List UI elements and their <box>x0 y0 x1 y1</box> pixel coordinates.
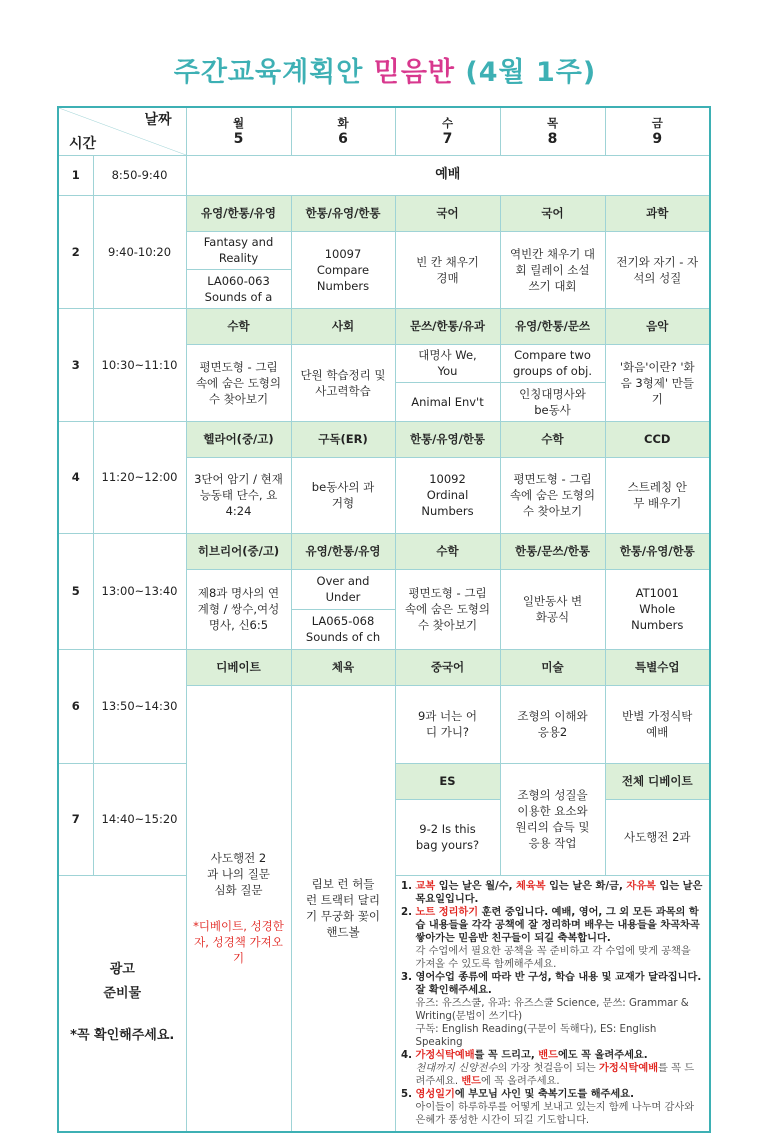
subject-cell: 유영/한통/유영 <box>186 195 291 231</box>
day-wed: 수 7 <box>395 107 500 155</box>
subject-cell: 전체 디베이트 <box>605 763 710 799</box>
day-thu: 목 8 <box>500 107 605 155</box>
content-cell: 단원 학습정리 및 사고력학습 <box>291 344 395 421</box>
notice-item: 4. 가정식탁예배를 꼭 드리고, 밴드에도 꼭 올려주세요. 천대까지 신앙전수의 가장 첫걸음이 되는 가정식탁예배를 꼭 드려주세요. 밴드에 꼭 올려주세요. <box>416 1049 704 1088</box>
period-time: 11:20~12:00 <box>93 421 186 533</box>
content-part: 대명사 We, You <box>418 348 477 378</box>
subject-cell: 디베이트 <box>186 649 291 685</box>
day-tue: 화 6 <box>291 107 395 155</box>
day-fri: 금 9 <box>605 107 710 155</box>
content-cell: 3단어 암기 / 현재 능동태 단수, 요4:24 <box>186 457 291 533</box>
notice-label <box>58 875 186 1132</box>
period-number: 7 <box>58 763 93 875</box>
content-cell <box>500 344 605 421</box>
period-3-subject-row <box>58 308 710 344</box>
subject-cell: 구독(ER) <box>291 421 395 457</box>
period-time: 13:00~13:40 <box>93 533 186 649</box>
period-time: 13:50~14:30 <box>93 649 186 763</box>
subject-cell: 한통/유영/한통 <box>605 533 710 569</box>
content-part: LA060-063 Sounds of a <box>187 269 291 308</box>
content-cell: '화음'이란? '화음 3형제' 만들기 <box>605 344 710 421</box>
period-time: 9:40-10:20 <box>93 195 186 308</box>
subject-cell: 한통/문쓰/한통 <box>500 533 605 569</box>
subject-cell: 국어 <box>500 195 605 231</box>
period-number: 1 <box>58 155 93 195</box>
title-class: 믿음반 <box>373 57 455 88</box>
notice-label-check: *꼭 확인해주세요. <box>70 1028 175 1043</box>
content-cell: 빈 칸 채우기 경매 <box>395 231 500 308</box>
subject-cell: 국어 <box>395 195 500 231</box>
notice-item: 5. 영성일기에 부모님 사인 및 축복기도를 해주세요. 아이들이 하루하루를 어떻게 보내고 있는지 함께 나누며 감사와 은혜가 풍성한 시간이 되길 기도합니다. <box>416 1088 704 1127</box>
content-cell: 반별 가정식탁예배 <box>605 685 710 763</box>
content-part: Animal Env't <box>396 382 500 421</box>
period-1-row <box>58 155 710 195</box>
period-time: 10:30~11:10 <box>93 308 186 421</box>
subject-cell: ES <box>395 763 500 799</box>
content-cell: be동사의 과거형 <box>291 457 395 533</box>
date-label: 날짜 <box>144 112 172 128</box>
content-part: 인칭대명사와 be동사 <box>501 382 605 421</box>
title-main: 주간교육계획안 <box>173 57 364 88</box>
notice-content <box>395 875 710 1132</box>
subject-cell: 수학 <box>186 308 291 344</box>
subject-cell: 미술 <box>500 649 605 685</box>
subject-cell: 문쓰/한통/유과 <box>395 308 500 344</box>
notice-label-supplies: 준비물 <box>103 986 142 1001</box>
subject-cell: 유영/한통/문쓰 <box>500 308 605 344</box>
content-cell: 평면도형 - 그림 속에 숨은 도형의 수 찾아보기 <box>395 569 500 649</box>
content-cell: 10097 Compare Numbers <box>291 231 395 308</box>
notice-item: 3. 영어수업 종류에 따라 반 구성, 학습 내용 및 교재가 달라집니다. 잘 확인해주세요. 유즈: 유즈스쿨, 유과: 유즈스쿨 Science, 문쓰: Grammar & Writing(문법이 쓰기다) 구독: English Reading(구문이 독해다), ES: English Speaking <box>416 971 704 1049</box>
period-number: 5 <box>58 533 93 649</box>
title-week: (4월 1주) <box>465 57 597 88</box>
content-part: Fantasy and Reality <box>203 235 274 265</box>
debate-text: 사도행전 2과 나의 질문 심화 질문 <box>207 851 270 897</box>
content-cell: 10092 Ordinal Numbers <box>395 457 500 533</box>
subject-cell: 중국어 <box>395 649 500 685</box>
date-time-header <box>58 107 186 155</box>
subject-cell: 수학 <box>500 421 605 457</box>
debate-note: *디베이트, 성경한자, 성경책 가져오기 <box>193 919 284 965</box>
day-mon: 월 5 <box>186 107 291 155</box>
subject-cell: CCD <box>605 421 710 457</box>
content-cell: 9-2 Is this bag yours? <box>395 799 500 875</box>
worship-cell: 예배 <box>186 155 710 195</box>
notice-item: 1. 교복 입는 날은 월/수, 체육복 입는 날은 화/금, 자유복 입는 날은 목요일입니다. <box>416 880 704 906</box>
period-number: 2 <box>58 195 93 308</box>
subject-cell: 과학 <box>605 195 710 231</box>
schedule-table <box>57 106 711 1133</box>
content-cell: 림보 런 허들 런 트랙터 달리기 무궁화 꽃이 핸드볼 <box>291 685 395 1132</box>
content-cell: AT1001 Whole Numbers <box>605 569 710 649</box>
header-row <box>58 107 710 155</box>
content-cell: 조형의 이해와 응용2 <box>500 685 605 763</box>
content-cell <box>186 685 291 1132</box>
period-time: 8:50-9:40 <box>93 155 186 195</box>
subject-cell: 히브리어(중/고) <box>186 533 291 569</box>
content-cell: 역빈칸 채우기 대회 릴레이 소설 쓰기 대회 <box>500 231 605 308</box>
subject-cell: 수학 <box>395 533 500 569</box>
period-4-subject-row <box>58 421 710 457</box>
content-cell: 스트레칭 안무 배우기 <box>605 457 710 533</box>
content-part: Compare two groups of obj. <box>513 348 592 378</box>
content-cell: 사도행전 2과 <box>605 799 710 875</box>
period-time: 14:40~15:20 <box>93 763 186 875</box>
time-label: 시간 <box>69 135 97 152</box>
subject-cell: 헬라어(중/고) <box>186 421 291 457</box>
content-cell: 제8과 명사의 연계형 / 쌍수,여성명사, 신6:5 <box>186 569 291 649</box>
content-cell <box>186 231 291 308</box>
subject-cell: 한통/유영/한통 <box>291 195 395 231</box>
content-cell: 조형의 성질을 이용한 요소와 원리의 습득 및 응용 작업 <box>500 763 605 875</box>
period-number: 6 <box>58 649 93 763</box>
content-cell <box>395 344 500 421</box>
page-title <box>0 50 770 89</box>
content-part: Over and Under <box>316 574 370 604</box>
subject-cell: 사회 <box>291 308 395 344</box>
subject-cell: 특별수업 <box>605 649 710 685</box>
period-6-subject-row <box>58 649 710 685</box>
period-number: 4 <box>58 421 93 533</box>
content-cell: 일반동사 변화공식 <box>500 569 605 649</box>
notice-item: 2. 노트 정리하기 훈련 중입니다. 예배, 영어, 그 외 모든 과목의 학습 내용들을 각각 공책에 잘 정리하며 배우는 내용들을 차곡차곡 쌓아가는 믿음반 친구들이 되길 축복합니다. 각 수업에서 필요한 공책을 꼭 준비하고 각 수업에 맞게 공책을 가져올 수 있도록 함께해주세요. <box>416 906 704 971</box>
notice-label-ad: 광고 <box>109 962 135 977</box>
period-5-subject-row <box>58 533 710 569</box>
content-cell: 평면도형 - 그림 속에 숨은 도형의 수 찾아보기 <box>186 344 291 421</box>
subject-cell: 유영/한통/유영 <box>291 533 395 569</box>
content-cell: 9과 너는 어디 가니? <box>395 685 500 763</box>
content-part: LA065-068 Sounds of ch <box>292 609 395 649</box>
subject-cell: 음악 <box>605 308 710 344</box>
period-number: 3 <box>58 308 93 421</box>
subject-cell: 체육 <box>291 649 395 685</box>
period-2-subject-row <box>58 195 710 231</box>
content-cell: 전기와 자기 - 자석의 성질 <box>605 231 710 308</box>
content-cell: 평면도형 - 그림 속에 숨은 도형의 수 찾아보기 <box>500 457 605 533</box>
subject-cell: 한통/유영/한통 <box>395 421 500 457</box>
content-cell <box>291 569 395 649</box>
